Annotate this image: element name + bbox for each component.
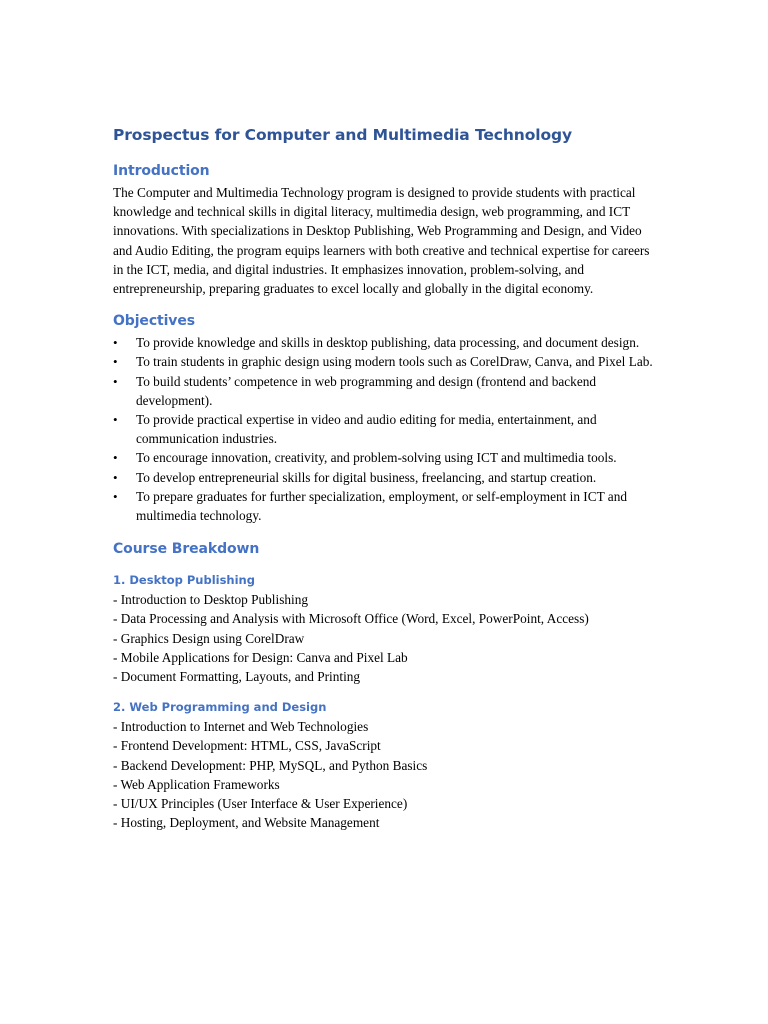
list-item: - Frontend Development: HTML, CSS, JavaScript [113, 738, 381, 754]
list-item: - UI/UX Principles (User Interface & User Experience) [113, 796, 408, 812]
objective-text: To train students in graphic design using modern tools such as CorelDraw, Canva, and Pixel Lab. [136, 354, 653, 370]
objective-text: To build students’ competence in web programming and design (frontend and backend development). [136, 373, 597, 408]
section-title-web-programming: 2. Web Programming and Design [113, 700, 327, 715]
list-item [113, 487, 658, 525]
list-item: - Hosting, Deployment, and Website Management [113, 815, 380, 831]
introduction-heading: Introduction [113, 163, 210, 179]
list-item: - Data Processing and Analysis with Microsoft Office (Word, Excel, PowerPoint, Access) [113, 611, 589, 627]
objective-text: To provide practical expertise in video and audio editing for media, entertainment, and communication industries. [136, 412, 597, 447]
web-programming-list [113, 717, 658, 832]
bullet-icon: • [113, 335, 118, 351]
bullet-icon: • [113, 373, 118, 389]
course-breakdown-heading: Course Breakdown [113, 541, 260, 558]
section-title-desktop-publishing: 1. Desktop Publishing [113, 573, 255, 588]
list-item [113, 372, 658, 410]
list-item [113, 448, 658, 467]
objective-text: To encourage innovation, creativity, and problem-solving using ICT and multimedia tools. [136, 450, 617, 466]
list-item [113, 352, 658, 371]
bullet-icon: • [113, 469, 118, 485]
list-item: - Introduction to Internet and Web Technologies [113, 719, 369, 735]
document-title: Prospectus for Computer and Multimedia Technology [113, 126, 573, 144]
list-item [113, 333, 658, 352]
bullet-icon: • [113, 488, 118, 504]
objective-text: To prepare graduates for further specialization, employment, or self-employment in ICT and multimedia technology. [136, 488, 628, 524]
document-page [113, 124, 658, 832]
objectives-list [113, 333, 658, 525]
list-item: - Graphics Design using CorelDraw [113, 630, 305, 646]
list-item [113, 410, 658, 448]
objective-text: To develop entrepreneurial skills for digital business, freelancing, and startup creation. [136, 469, 597, 485]
list-item: - Web Application Frameworks [113, 776, 280, 792]
list-item: - Introduction to Desktop Publishing [113, 592, 309, 608]
introduction-paragraph: The Computer and Multimedia Technology program is designed to provide students with practical knowledge and technical skills in digital literacy, multimedia design, web programming, and ICT innovations. With specializations in Desktop Publishing, Web Programming and Design, and Video and Audio Editing, the program equips learners with both creative and technical expertise for careers in the ICT, media, and digital industries. It emphasizes innovation, problem-solving, and entrepreneurship, preparing graduates to excel locally and globally in the digital economy. [113, 185, 650, 297]
list-item: - Backend Development: PHP, MySQL, and Python Basics [113, 757, 428, 773]
list-item: - Document Formatting, Layouts, and Printing [113, 669, 361, 685]
bullet-icon: • [113, 354, 118, 370]
list-item: - Mobile Applications for Design: Canva and Pixel Lab [113, 649, 408, 665]
objectives-heading: Objectives [113, 313, 195, 330]
list-item [113, 468, 658, 487]
bullet-icon: • [113, 412, 118, 428]
desktop-publishing-list [113, 590, 658, 686]
objective-text: To provide knowledge and skills in desktop publishing, data processing, and document design. [136, 335, 640, 351]
bullet-icon: • [113, 450, 118, 466]
